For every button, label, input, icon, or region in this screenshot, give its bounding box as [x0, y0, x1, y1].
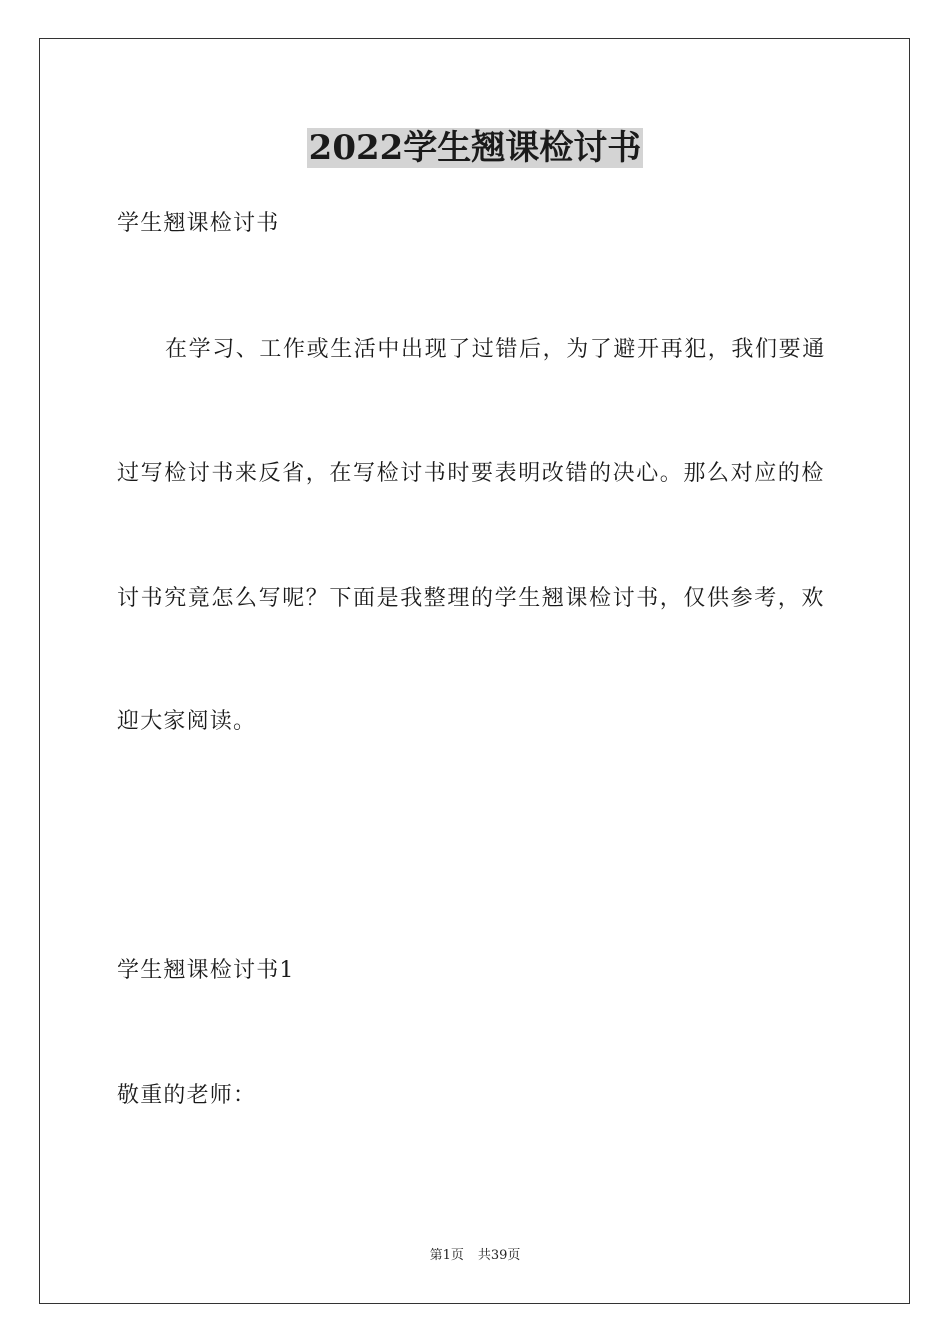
- page-footer: [0, 1247, 950, 1265]
- page-number-current: 第1页: [429, 1248, 464, 1263]
- page-number-total: 共39页: [477, 1248, 521, 1263]
- letter-greeting: 敬重的老师：: [117, 1083, 257, 1108]
- intro-line-2: 过写检讨书来反省，在写检讨书时要表明改错的决心。那么对应的检: [117, 461, 826, 486]
- section-heading: 学生翘课检讨书1: [117, 958, 295, 983]
- intro-line-3: 讨书究竟怎么写呢？下面是我整理的学生翘课检讨书，仅供参考，欢: [117, 586, 826, 611]
- intro-line-4: 迎大家阅读。: [117, 709, 257, 734]
- intro-line-1: 在学习、工作或生活中出现了过错后，为了避开再犯，我们要通: [165, 337, 826, 362]
- document-title: [0, 125, 950, 171]
- document-title-text: 2022学生翘课检讨书: [308, 128, 642, 168]
- document-subtitle: 学生翘课检讨书: [117, 211, 280, 236]
